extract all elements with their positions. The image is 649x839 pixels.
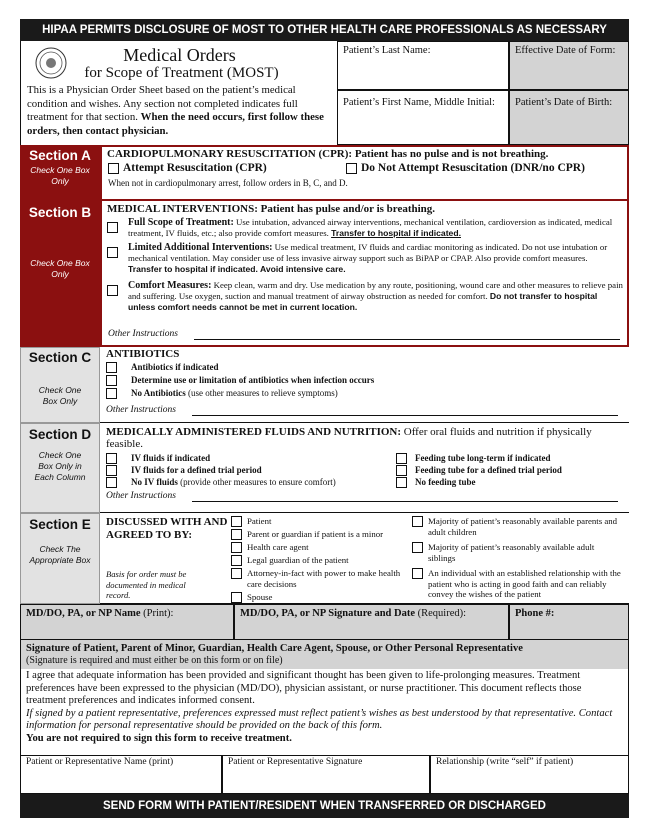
patient-dob-field[interactable] — [509, 90, 629, 145]
patient-first-name-label: Patient’s First Name, Middle Initial: — [343, 97, 495, 108]
no-feeding-tube-option[interactable]: No feeding tube — [396, 477, 476, 488]
agreed-by-column-2 — [412, 516, 622, 600]
agreed-parent-option[interactable]: Parent or guardian if patient is a minor — [231, 529, 406, 542]
rep-name-field[interactable] — [20, 755, 222, 794]
section-b-body — [100, 201, 629, 347]
cpr-footer-note: When not in cardiopulmonary arrest, follow orders in B, C, and D. — [108, 178, 348, 188]
effective-date-label: Effective Date of Form: — [515, 45, 616, 56]
consent-text-block — [20, 669, 629, 755]
section-c-body — [100, 347, 629, 423]
no-antibiotics-option[interactable]: No Antibiotics (use other measures to relieve symptoms) — [106, 388, 338, 399]
section-c-note: Check One Box Only — [38, 385, 82, 406]
section-c-label: Section C — [28, 350, 92, 365]
effective-date-field[interactable] — [509, 41, 629, 90]
patient-dob-label: Patient’s Date of Birth: — [515, 97, 613, 108]
limited-interventions-checkbox[interactable] — [107, 243, 122, 261]
form-header — [20, 41, 337, 145]
provider-name-label: MD/DO, PA, or NP Name (Print): — [26, 608, 174, 619]
agreed-by-column-1 — [231, 516, 406, 605]
agreed-attorney-option[interactable]: Attorney-in-fact with power to make health care decisions — [231, 568, 406, 592]
provider-phone-field[interactable] — [509, 604, 629, 640]
agreed-legal-guardian-option[interactable]: Legal guardian of the patient — [231, 555, 406, 568]
feeding-tube-long-term-option[interactable]: Feeding tube long-term if indicated — [396, 453, 551, 464]
iv-fluids-option[interactable]: IV fluids if indicated — [106, 453, 210, 464]
agreed-spouse-option[interactable]: Spouse — [231, 592, 406, 605]
section-d-tab — [20, 423, 100, 513]
provider-signature-field[interactable] — [234, 604, 509, 640]
rep-signature-subtitle: (Signature is required and must either be on this form or on file) — [26, 655, 283, 666]
fluids-heading: MEDICALLY ADMINISTERED FLUIDS AND NUTRITION: Offer oral fluids and nutrition if physically feasible. — [106, 426, 592, 450]
section-e-label: Section E — [29, 517, 91, 532]
provider-phone-label: Phone #: — [515, 608, 555, 619]
section-b-note: Check One Box Only — [30, 258, 90, 279]
limited-interventions-option: Limited Additional Interventions: Use medical treatment, IV fluids and cardiac monitoring as indicated. Do not use intubation or mechanical ventilation. May consider use of less invasive airway support such as BiPAP or CPAP. Also provide comfort measures. Transfer to hospital if indicated. Avoid intensive care. — [128, 242, 608, 274]
patient-last-name-label: Patient’s Last Name: — [343, 45, 431, 56]
section-d-label: Section D — [28, 427, 92, 442]
agreed-majority-parents-option[interactable]: Majority of patient’s reasonably available parents and adult children — [412, 516, 622, 542]
section-d-note: Check One Box Only in Each Column — [34, 450, 86, 482]
iv-fluids-trial-option[interactable]: IV fluids for a defined trial period — [106, 465, 262, 476]
section-e-note: Check The Appropriate Box — [29, 544, 91, 565]
agreed-patient-option[interactable]: Patient — [231, 516, 406, 529]
rep-signature-header — [20, 640, 629, 669]
form-title: Medical Orders — [123, 45, 236, 65]
rep-signature-title: Signature of Patient, Parent of Minor, Guardian, Health Care Agent, Spouse, or Other Personal Representative — [26, 643, 523, 654]
relationship-field[interactable] — [430, 755, 629, 794]
dnr-option[interactable]: Do Not Attempt Resuscitation (DNR/no CPR) — [346, 162, 585, 174]
determine-antibiotics-option[interactable]: Determine use or limitation of antibiotics when infection occurs — [106, 375, 374, 386]
section-e-tab — [20, 513, 100, 604]
not-required-note: You are not required to sign this form to receive treatment. — [26, 732, 292, 744]
comfort-measures-option: Comfort Measures: Keep clean, warm and dry. Use medication by any route, positioning, wound care and other measures to relieve pain and suffering. Use oxygen, suction and manual treatment of airway obstruction as needed for comfort. Do not transfer to hospital unless comfort needs cannot be met in current location. — [128, 280, 623, 312]
rep-signature-label: Patient or Representative Signature — [228, 757, 363, 767]
b-other-instructions-label: Other Instructions — [108, 329, 178, 339]
footer-banner: SEND FORM WITH PATIENT/RESIDENT WHEN TRANSFERRED OR DISCHARGED — [20, 794, 629, 818]
cpr-heading: CARDIOPULMONARY RESUSCITATION (CPR): Patient has no pulse and is not breathing. — [107, 148, 549, 160]
antibiotics-if-indicated-option[interactable]: Antibiotics if indicated — [106, 362, 219, 373]
section-b-label: Section B — [28, 205, 92, 220]
full-scope-option: Full Scope of Treatment: Use intubation, advanced airway interventions, mechanical ventilation, cardioversion as indicated, medical treatment, IV fluids, etc.; also provide comfort measures. Transfer to hospital if indicated. — [128, 217, 613, 238]
section-b-tab — [20, 201, 100, 347]
attempt-cpr-option[interactable]: Attempt Resuscitation (CPR) — [108, 162, 267, 174]
full-scope-checkbox[interactable] — [107, 218, 122, 236]
no-iv-fluids-option[interactable]: No IV fluids (provide other measures to ensure comfort) — [106, 477, 336, 488]
feeding-tube-trial-option[interactable]: Feeding tube for a defined trial period — [396, 465, 562, 476]
section-a-body — [100, 145, 629, 201]
c-other-instructions-label: Other Instructions — [106, 405, 176, 415]
comfort-measures-checkbox[interactable] — [107, 281, 122, 299]
rep-signature-field[interactable] — [222, 755, 430, 794]
patient-first-name-field[interactable] — [337, 90, 509, 145]
rep-name-label: Patient or Representative Name (print) — [26, 757, 174, 767]
dnr-checkbox[interactable] — [346, 163, 357, 174]
section-a-label: Section A — [29, 148, 91, 163]
section-e-body — [100, 513, 629, 604]
provider-name-field[interactable] — [20, 604, 234, 640]
agreed-majority-siblings-option[interactable]: Majority of patient’s reasonably available adult siblings — [412, 542, 622, 568]
antibiotics-heading: ANTIBIOTICS — [106, 348, 180, 360]
basis-note: Basis for order must be documented in medical record. — [106, 569, 187, 600]
attempt-cpr-checkbox[interactable] — [108, 163, 119, 174]
hipaa-banner: HIPAA PERMITS DISCLOSURE OF MOST TO OTHER HEALTH CARE PROFESSIONALS AS NECESSARY — [20, 19, 629, 41]
form-intro: This is a Physician Order Sheet based on the patient’s medical condition and wishes. Any section not completed indicates full treatment for that section. When the need occurs, first follow these orders, then contact physician. — [27, 84, 324, 137]
provider-signature-label: MD/DO, PA, or NP Signature and Date (Required): — [240, 608, 467, 619]
section-d-body — [100, 423, 629, 513]
agreed-established-relationship-option[interactable]: An individual with an established relationship with the patient who is acting in good faith and can reliably convey the wishes of the patient — [412, 568, 622, 600]
consent-agreement-text: I agree that adequate information has been provided and significant thought has been given to life-prolonging measures. Treatment preferences have been expressed to the physician (MD/DO), physician assistant, or nurse practitioner. This document reflects those treatment preferences and indicates informed consent. — [26, 670, 582, 707]
patient-last-name-field[interactable] — [337, 41, 509, 90]
section-a-tab — [20, 145, 100, 201]
b-other-instructions-field[interactable] — [194, 339, 620, 340]
discussed-heading: DISCUSSED WITH AND AGREED TO BY: — [106, 516, 228, 541]
c-other-instructions-field[interactable] — [192, 415, 618, 416]
interventions-heading: MEDICAL INTERVENTIONS: Patient has pulse and/or is breathing. — [107, 203, 436, 215]
d-other-instructions-label: Other Instructions — [106, 491, 176, 501]
agreed-health-care-agent-option[interactable]: Health care agent — [231, 542, 406, 555]
form-subtitle: for Scope of Treatment (MOST) — [84, 65, 279, 81]
representative-note: If signed by a patient representative, preferences expressed must reflect patient’s wishes as best understood by that representative. Contact information for personal representative should be provided on the back of this form. — [26, 707, 613, 732]
section-a-note: Check One Box Only — [30, 165, 90, 186]
section-c-tab — [20, 347, 100, 423]
relationship-label: Relationship (write “self” if patient) — [436, 757, 574, 767]
d-other-instructions-field[interactable] — [192, 501, 618, 502]
